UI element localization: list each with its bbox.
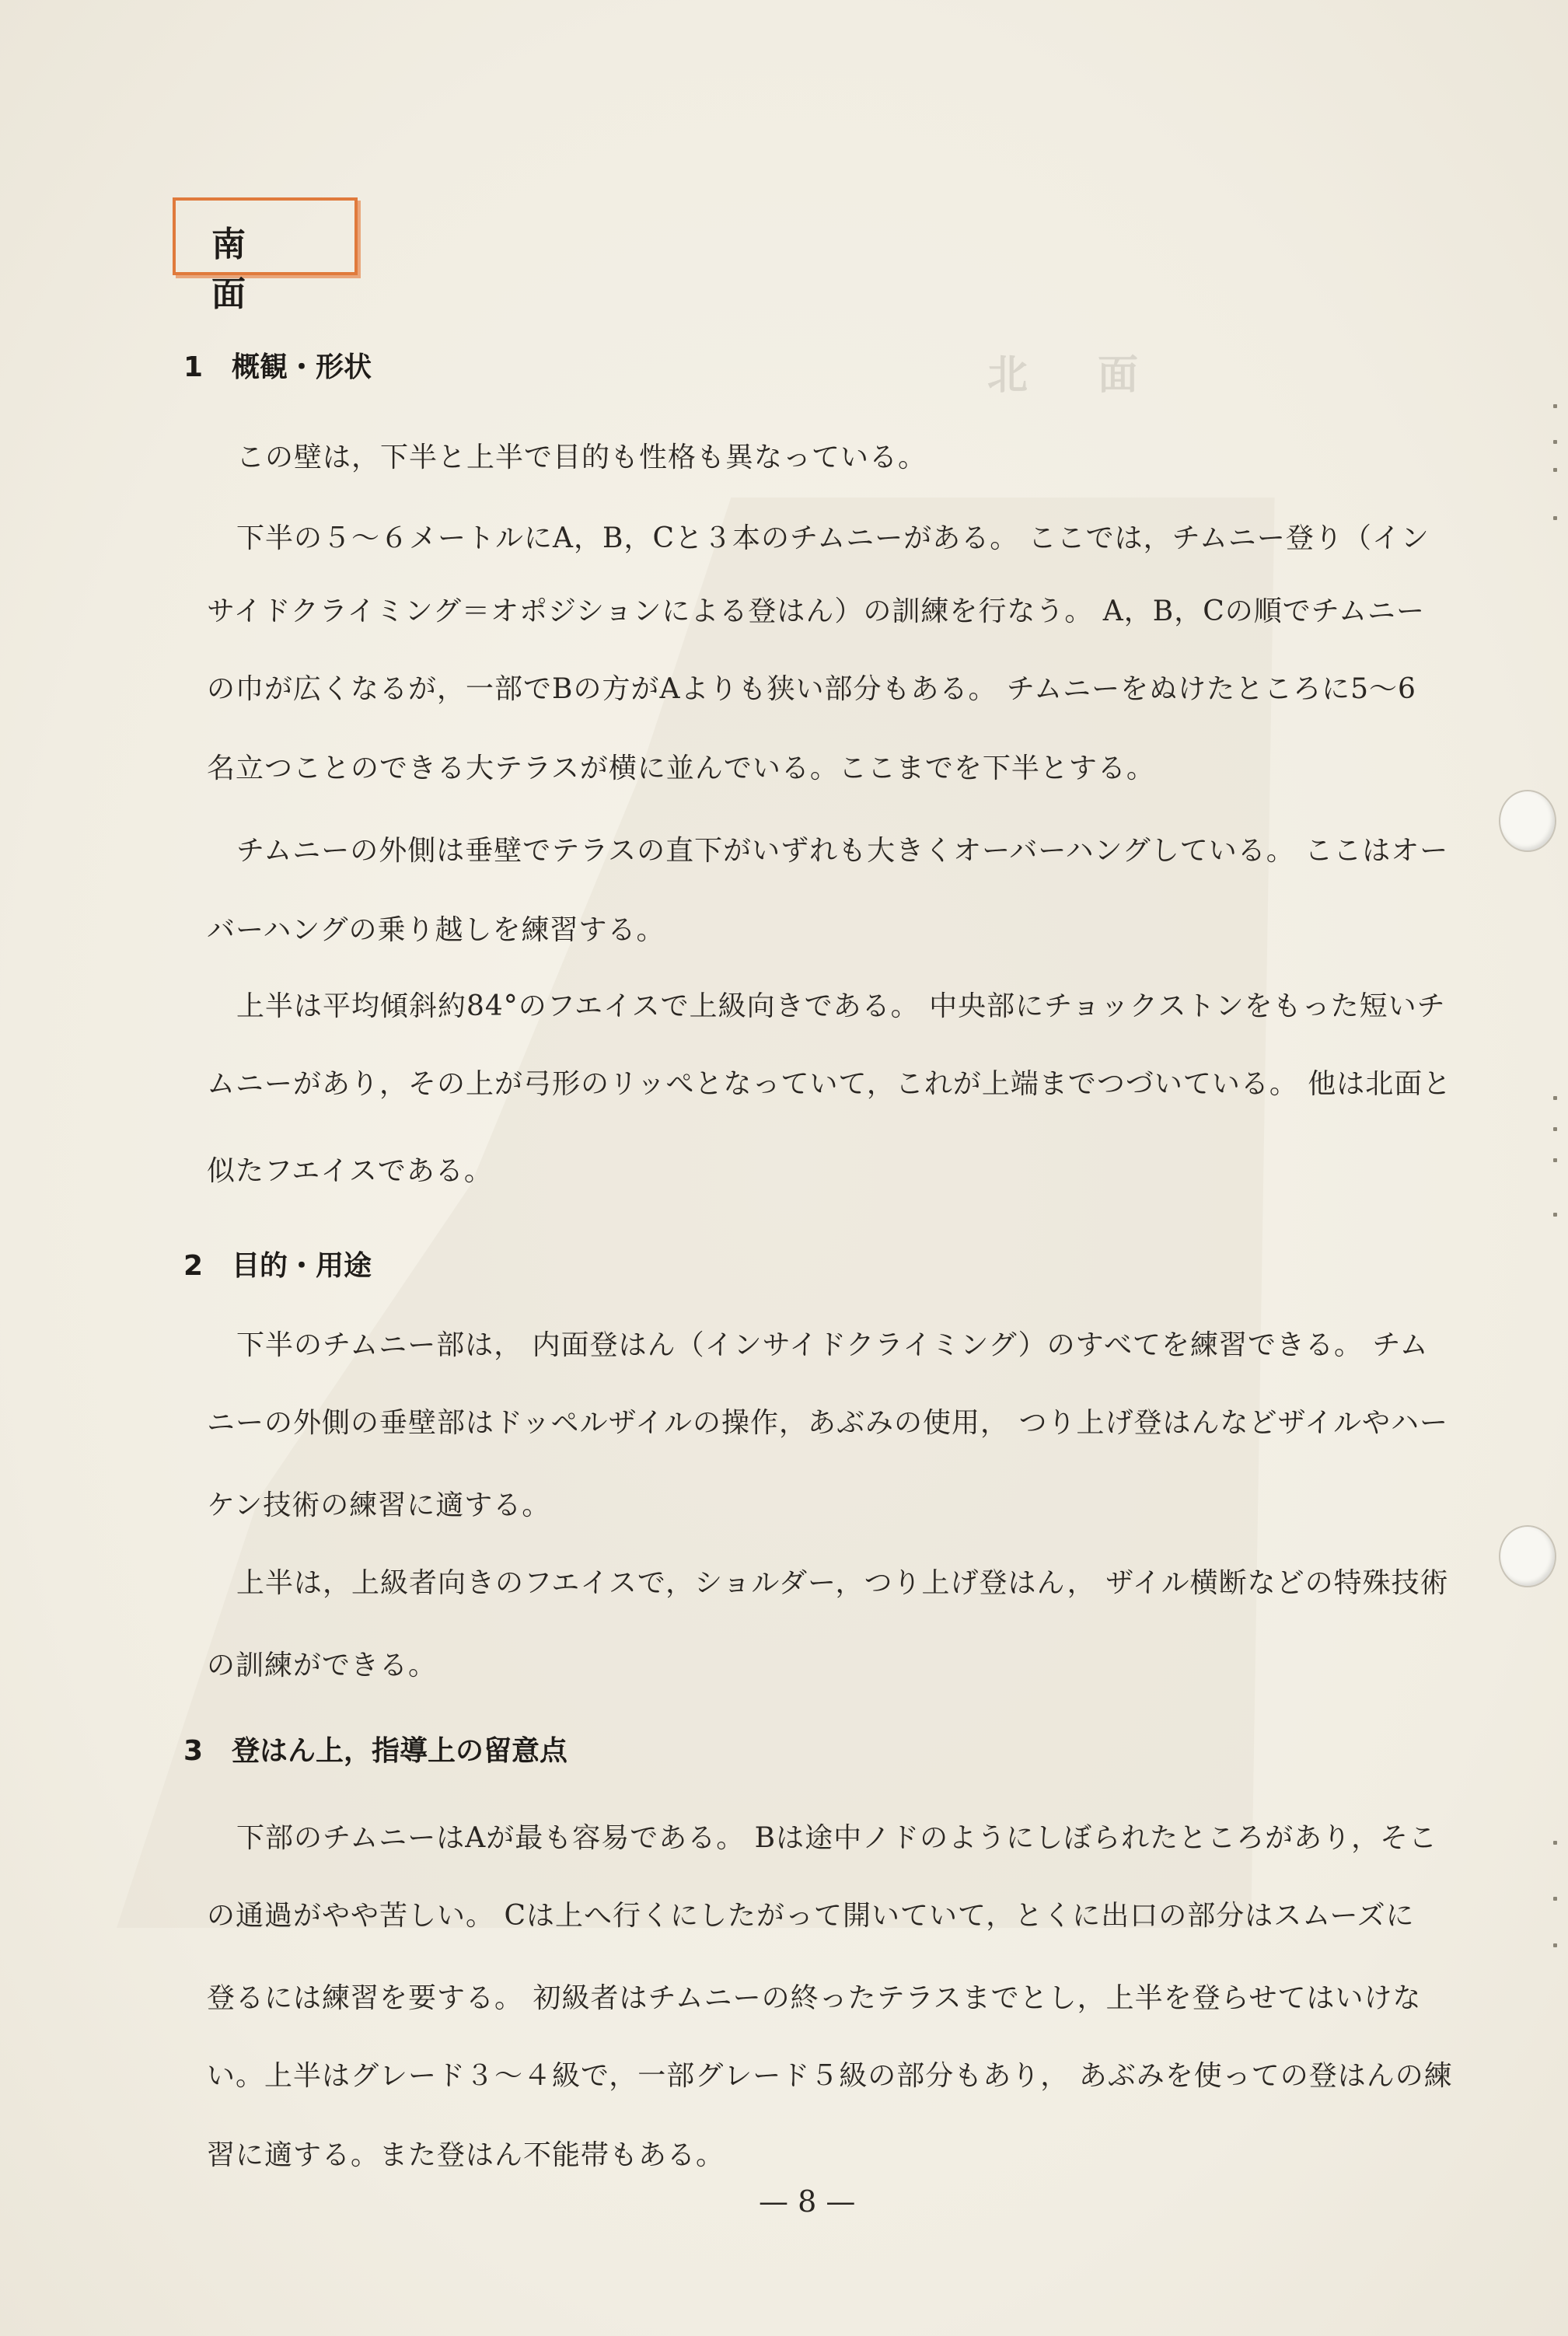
section-2-line: ニーの外側の垂壁部はドッペルザイルの操作，あぶみの使用， つり上げ登はんなどザイルやハー <box>207 1407 1448 1439</box>
section-3-number: 3 <box>183 1735 204 1767</box>
section-3-heading <box>183 1729 567 1769</box>
edge-mark <box>1553 1213 1557 1217</box>
edge-mark <box>1553 1841 1557 1845</box>
page-heading: 南面 <box>211 225 302 314</box>
section-3-line: の通過がやや苦しい。 Cは上へ行くにしたがって開いていて，とくに出口の部分はスムーズに <box>207 1900 1415 1932</box>
edge-mark <box>1553 1096 1557 1100</box>
edge-mark <box>1553 468 1557 472</box>
section-1-line: 似たフエイスである。 <box>207 1155 493 1187</box>
section-1-title: 概観・形状 <box>232 351 372 383</box>
section-2-line: 下半のチムニー部は， 内面登はん（インサイドクライミング）のすべてを練習できる。 チム <box>236 1329 1429 1361</box>
section-2-line: の訓練ができる。 <box>207 1650 438 1681</box>
edge-mark <box>1553 1943 1557 1947</box>
binder-hole <box>1499 790 1556 852</box>
section-1-line: バーハングの乗り越しを練習する。 <box>207 914 665 946</box>
section-1-line: の巾が広くなるが，一部でBの方がAよりも狭い部分もある。 チムニーをぬけたところに5～6 <box>207 673 1416 705</box>
section-2-heading <box>183 1244 372 1283</box>
section-3-line: 下部のチムニーはAが最も容易である。 Bは途中ノドのようにしぼられたところがあり，そこ <box>236 1822 1438 1854</box>
page-number: — 8 — <box>759 2184 856 2219</box>
section-2-number: 2 <box>183 1250 204 1282</box>
show-through-title: 北面 <box>987 351 1209 399</box>
binder-hole <box>1499 1525 1556 1587</box>
section-1-line: ムニーがあり，その上が弓形のリッぺとなっていて，これが上端までつづいている。 他は北面と <box>207 1068 1452 1100</box>
section-3-line: い。上半はグレード３～４級で，一部グレード５級の部分もあり， あぶみを使っての登はんの練 <box>207 2060 1453 2092</box>
section-2-title: 目的・用途 <box>232 1250 372 1282</box>
section-1-number: 1 <box>183 351 204 383</box>
section-2-line: ケン技術の練習に適する。 <box>207 1489 551 1521</box>
section-3-line: 登るには練習を要する。 初級者はチムニーの終ったテラスまでとし，上半を登らせてはいけな <box>207 1982 1422 2014</box>
section-1-line: 下半の５～６メートルにA，B，Cと３本のチムニーがある。 ここでは，チムニー登り（イン <box>236 522 1430 554</box>
show-through-photo <box>117 498 1298 1928</box>
edge-mark <box>1553 1127 1557 1131</box>
section-3-line: 習に適する。また登はん不能帯もある。 <box>207 2139 725 2171</box>
edge-mark <box>1553 516 1557 520</box>
section-3-title: 登はん上，指導上の留意点 <box>232 1735 568 1767</box>
section-2-line: 上半は，上級者向きのフエイスで，ショルダー，つり上げ登はん， ザイル横断などの特殊技術 <box>236 1567 1449 1599</box>
section-1-line: この壁は，下半と上半で目的も性格も異なっている。 <box>236 442 927 473</box>
edge-mark <box>1553 440 1557 444</box>
page-heading-box <box>173 197 358 314</box>
section-1-heading <box>183 345 372 385</box>
section-1-line: 上半は平均傾斜約84°のフエイスで上級向きである。 中央部にチョックストンをもった短いチ <box>236 990 1446 1022</box>
edge-mark <box>1553 1158 1557 1162</box>
section-1-line: チムニーの外側は垂壁でテラスの直下がいずれも大きくオーバーハングしている。 ここはオー <box>236 835 1449 867</box>
edge-mark <box>1553 404 1557 408</box>
edge-mark <box>1553 1897 1557 1901</box>
section-1-line: サイドクライミング＝オポジションによる登はん）の訓練を行なう。 A，B，Cの順でチムニー <box>207 595 1425 627</box>
section-1-line: 名立つことのできる大テラスが横に並んでいる。ここまでを下半とする。 <box>207 752 1155 784</box>
